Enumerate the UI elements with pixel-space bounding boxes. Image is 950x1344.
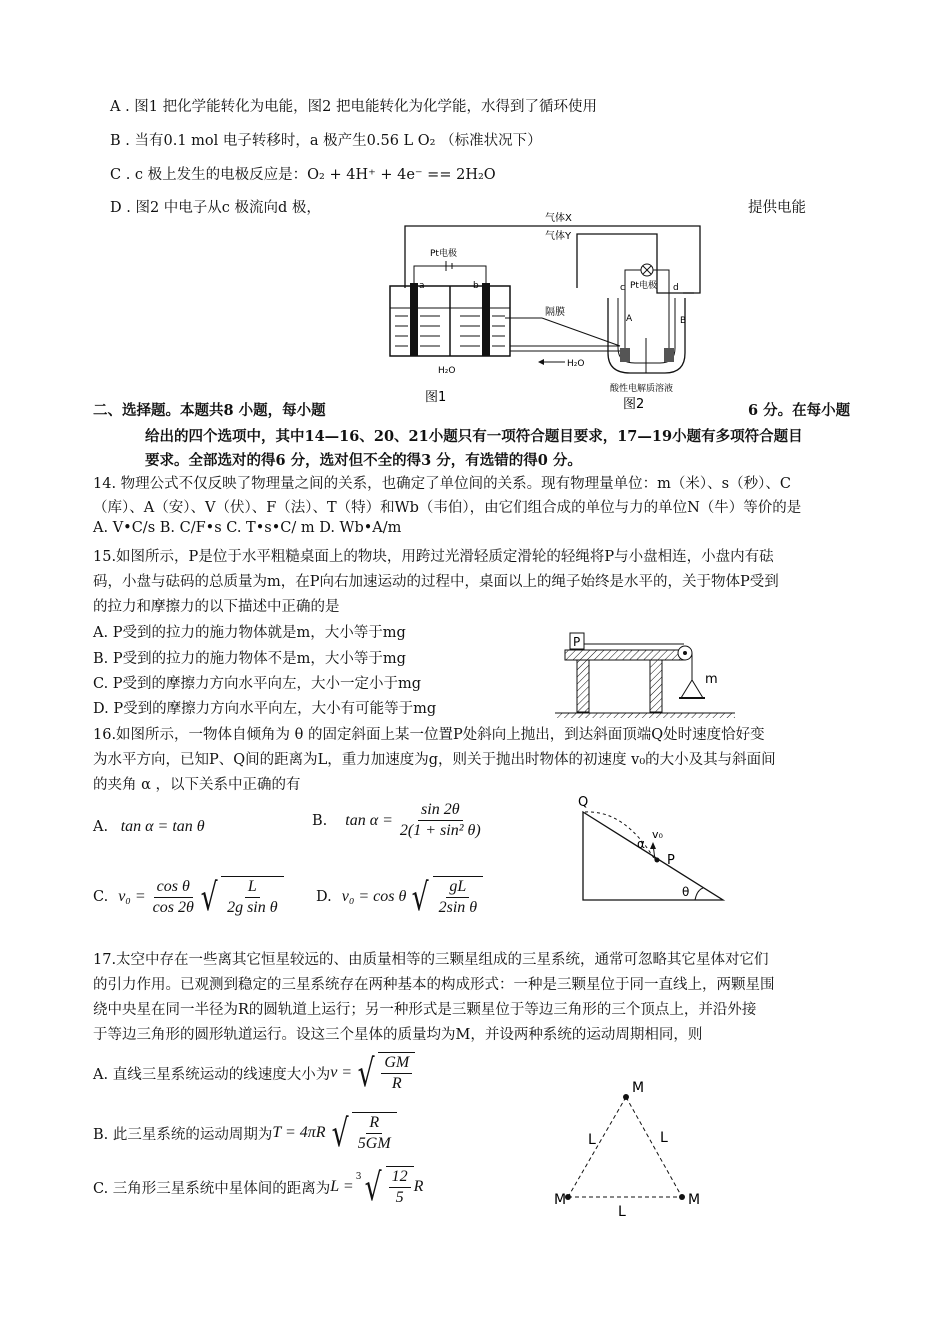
membrane-label: 隔膜	[545, 307, 565, 318]
side-right-label: L	[660, 1130, 668, 1146]
q13-option-d-end: 提供电能	[748, 200, 806, 216]
q13-option-b: B . 当有0.1 mol 电子转移时，a 极产生0.56 L O₂ （标准状况下）	[110, 133, 542, 149]
star-top-label: M	[632, 1080, 645, 1096]
table-pulley-figure	[555, 628, 735, 720]
q17-option-b: B. 此三星系统的运动周期为 T = 4πR √ $\frac{R}{5GM}$	[93, 1112, 397, 1154]
q16-stem-line1: 16.如图所示，一物体自倾角为 θ 的固定斜面上某一位置P处斜向上抛出，到达斜面顶端Q处时速度恰好变	[93, 727, 765, 743]
electrode-d-label: d	[673, 283, 679, 293]
electrolyte-label: 酸性电解质溶液	[610, 384, 674, 394]
side-bottom-label: L	[618, 1204, 626, 1220]
mass-m-label: m	[705, 672, 718, 687]
electrochem-figure	[380, 208, 720, 413]
q16-stem-line3: 的夹角 α ，以下关系中正确的有	[93, 777, 301, 793]
star-left-label: M	[554, 1192, 567, 1208]
q17-stem-line2: 的引力作用。已观测到稳定的三星系统存在两种基本的构成形式：一种是三颗星位于同一直线上，两颗星围	[93, 977, 775, 993]
q16-option-a: A. tan α = tan θ	[93, 818, 205, 835]
q17-stem-line1: 17.太空中存在一些离其它恒星较远的、由质量相等的三颗星组成的三星系统，通常可忽略其它星体对它们	[93, 952, 769, 968]
water-flow-label: H₂O	[567, 359, 585, 369]
tube-a-label: A	[626, 314, 633, 324]
water-left-label: H₂O	[438, 366, 456, 376]
section2-header-line2: 给出的四个选项中，其中14—16、20、21小题只有一项符合题目要求，17—19小题有多项符合题目	[145, 428, 803, 445]
q15-stem-line3: 的拉力和摩擦力的以下描述中正确的是	[93, 599, 340, 615]
electrode-a-label: a	[419, 281, 425, 291]
q15-stem-line2: 码，小盘与砝码的总质量为m，在P向右加速运动的过程中，桌面以上的绳子始终是水平的，关于物体P受到	[93, 574, 779, 590]
point-q-label: Q	[578, 795, 589, 810]
q13-option-c: C . c 极上发生的电极反应是：O₂ + 4H⁺ + 4e⁻ == 2H₂O	[110, 167, 496, 183]
electrode-c-label: c	[620, 283, 625, 293]
three-star-triangle-figure	[550, 1072, 720, 1220]
star-right-label: M	[688, 1192, 701, 1208]
q15-option-a: A. P受到的拉力的施力物体就是m，大小等于mg	[93, 625, 406, 641]
v0-label: v₀	[652, 828, 663, 841]
q13-option-d: D . 图2 中电子从c 极流向d 极，	[110, 200, 321, 216]
block-p-label: P	[573, 635, 581, 649]
q16-option-d: D. v₀ = cos θ √ $\frac{gL}{\text{2sin θ}}$	[316, 876, 483, 918]
alpha-label: α	[637, 837, 645, 851]
gas-x-label: 气体X	[545, 213, 572, 224]
q15-option-c: C. P受到的摩擦力方向水平向左，大小一定小于mg	[93, 676, 422, 692]
tube-b-label: B	[680, 316, 687, 326]
q17-stem-line3: 绕中央星在同一半径为R的圆轨道上运行；另一种形式是三颗星位于等边三角形的三个顶点上，并沿外接	[93, 1002, 757, 1018]
q16-option-c: C. v₀ = $\frac{\text{cos θ}}{\cos 2\theta}$ √ $\frac{L}{\text{2g sin θ}}$	[93, 876, 284, 918]
q17-stem-line4: 于等边三角形的圆形轨道运行。设这三个星体的质量均为M，并设两种系统的运动周期相同，则	[93, 1027, 703, 1043]
gas-y-label: 气体Y	[545, 231, 572, 242]
q17-option-a: A. 直线三星系统运动的线速度大小为 v = √ $\frac{GM}{R}$	[93, 1052, 415, 1094]
side-left-label: L	[588, 1132, 596, 1148]
q15-option-d: D. P受到的摩擦力方向水平向左，大小有可能等于mg	[93, 701, 437, 717]
electrode-b-label: b	[473, 281, 479, 291]
q14-options: A. V•C/s B. C/F•s C. T•s•C/ m D. Wb•A/m	[93, 520, 402, 536]
point-p-label: P	[667, 853, 675, 868]
q14-stem-line2: （库）、A（安）、V（伏）、F（法）、T（特）和Wb（韦伯），由它们组合成的单位与力的单位N（牛）等价的是	[93, 500, 802, 516]
fig2-caption: 图2	[623, 397, 645, 412]
q13-option-a: A . 图1 把化学能转化为电能，图2 把电能转化为化学能，水得到了循环使用	[110, 99, 597, 115]
q14-stem-line1: 14. 物理公式不仅反映了物理量之间的关系，也确定了单位间的关系。现有物理量单位：m（米）、s（秒）、C	[93, 476, 791, 492]
incline-figure	[575, 792, 735, 907]
pt-electrode-left-label: Pt电极	[430, 249, 457, 259]
theta-label: θ	[682, 885, 690, 899]
section2-header-right: 6 分。在每小题	[748, 402, 851, 419]
section2-header-line3: 要求。全部选对的得6 分，选对但不全的得3 分，有选错的得0 分。	[145, 452, 582, 469]
fig1-caption: 图1	[425, 390, 447, 405]
q16-option-b: B. tan α = $\frac{\sin 2\theta}{\text{2(1 + sin² θ)}}$	[312, 801, 481, 839]
q15-option-b: B. P受到的拉力的施力物体不是m，大小等于mg	[93, 651, 406, 667]
q16-stem-line2: 为水平方向，已知P、Q间的距离为L，重力加速度为g，则关于抛出时物体的初速度 v₀的大小及其与斜面间	[93, 752, 776, 768]
q17-option-c: C. 三角形三星系统中星体间的距离为 L = 3 √ $\frac{12}{5}$ R	[93, 1165, 424, 1209]
q15-stem-line1: 15.如图所示，P是位于水平粗糙桌面上的物块，用跨过光滑轻质定滑轮的轻绳将P与小盘相连，小盘内有砝	[93, 549, 774, 565]
pt-electrode-right-label: Pt电极	[630, 281, 657, 291]
section2-header-left: 二、选择题。本题共8 小题，每小题	[93, 402, 326, 419]
